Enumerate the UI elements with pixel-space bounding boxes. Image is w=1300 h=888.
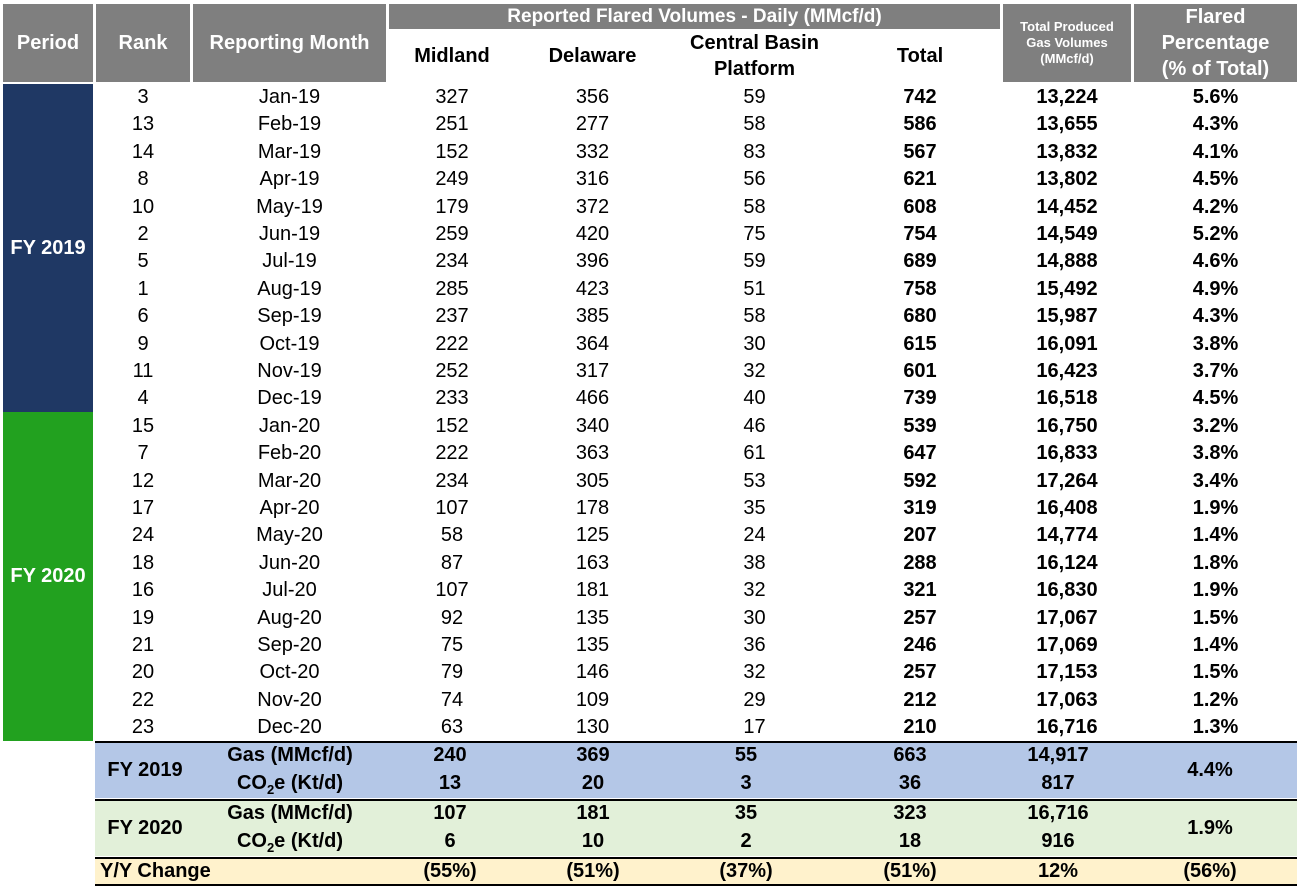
header-period-text: Period (16, 31, 80, 54)
summary-fy2020-co2-cbp: 2 (740, 830, 752, 852)
cell-cbp: 59 (743, 250, 766, 273)
header-reporting-month (193, 4, 386, 82)
cell-month: Nov-19 (257, 360, 322, 382)
summary-fy2020-gas-midland: 107 (433, 802, 467, 824)
cell-midland: 107 (435, 579, 469, 602)
cell-rank: 23 (131, 716, 155, 739)
cell-rank: 5 (137, 250, 149, 273)
summary-fy2019-co2-cbp: 3 (740, 772, 752, 794)
cell-cbp: 58 (743, 305, 766, 328)
header-total-text: Total (896, 45, 944, 67)
cell-rank: 3 (137, 86, 149, 108)
cell-cbp: 32 (743, 661, 766, 684)
header-tpg-line3: (MMcf/d) (1040, 51, 1094, 66)
cell-pct: 4.5% (1192, 168, 1239, 191)
cell-total: 689 (903, 250, 937, 273)
cell-rank: 18 (131, 551, 155, 574)
cell-rank: 7 (137, 442, 149, 465)
cell-cbp: 58 (743, 113, 766, 136)
cell-delaware: 356 (575, 86, 610, 108)
cell-delaware: 420 (575, 223, 610, 245)
cell-midland: 249 (435, 168, 469, 191)
cell-delaware: 135 (575, 634, 610, 656)
summary-fy2020-co2-midland: 6 (444, 830, 456, 852)
cell-month: Oct-19 (259, 332, 320, 355)
cell-pct: 3.4% (1192, 469, 1239, 492)
table-row (0, 522, 1300, 549)
cell-total: 739 (903, 387, 937, 410)
cell-rank: 16 (131, 579, 155, 602)
table-row (0, 714, 1300, 741)
cell-cbp: 36 (743, 634, 766, 656)
cell-month: Sep-19 (257, 305, 322, 328)
cell-rank: 4 (137, 387, 149, 410)
cell-month: Apr-19 (259, 168, 320, 191)
cell-pct: 4.6% (1192, 250, 1239, 273)
table-row (0, 550, 1300, 577)
summary-fy2019-co2-midland: 13 (438, 772, 462, 794)
cell-pct: 1.9% (1192, 497, 1239, 519)
cell-produced: 15,492 (1036, 277, 1098, 300)
cell-cbp: 75 (743, 223, 766, 245)
summary-fy2020-label: FY 2020 (107, 817, 183, 839)
cell-pct: 1.8% (1192, 551, 1239, 574)
cell-produced: 16,423 (1036, 360, 1098, 382)
summary-fy2020-co2-produced: 916 (1041, 830, 1075, 852)
cell-month: Aug-20 (257, 606, 322, 629)
summary-yoy-delaware: (51%) (566, 860, 620, 882)
cell-produced: 14,452 (1036, 195, 1098, 218)
cell-pct: 4.1% (1192, 140, 1239, 163)
cell-delaware: 396 (575, 250, 610, 273)
cell-cbp: 51 (743, 277, 766, 300)
cell-total: 319 (903, 497, 937, 519)
summary-top-border (95, 741, 1297, 743)
cell-cbp: 53 (743, 469, 766, 492)
cell-delaware: 163 (575, 551, 610, 574)
cell-rank: 13 (131, 113, 155, 136)
cell-midland: 74 (440, 688, 464, 711)
cell-total: 615 (903, 332, 937, 355)
cell-cbp: 56 (743, 168, 766, 191)
summary-fy2019-gas-midland: 240 (433, 744, 467, 766)
cell-delaware: 364 (575, 332, 610, 355)
summary-fy2019-gas-total: 663 (893, 744, 927, 766)
summary-yoy-total: (51%) (883, 860, 937, 882)
header-delaware-text: Delaware (548, 45, 637, 67)
cell-month: Jan-20 (258, 414, 321, 437)
cell-midland: 63 (440, 716, 464, 739)
cell-midland: 75 (440, 634, 464, 656)
header-cbp-line1: Central Basin (690, 32, 819, 54)
cell-rank: 19 (131, 606, 155, 629)
cell-total: 586 (903, 113, 937, 136)
header-fp-line1: Flared (1185, 6, 1246, 28)
cell-produced: 14,888 (1036, 250, 1098, 273)
cell-pct: 4.9% (1192, 277, 1239, 300)
cell-delaware: 109 (575, 688, 610, 711)
cell-pct: 3.8% (1192, 332, 1239, 355)
cell-pct: 1.4% (1192, 634, 1239, 656)
cell-delaware: 340 (575, 414, 610, 437)
cell-month: Mar-19 (257, 140, 322, 163)
cell-total: 257 (903, 661, 937, 684)
cell-delaware: 332 (575, 140, 610, 163)
cell-month: Mar-20 (257, 469, 322, 492)
cell-delaware: 363 (575, 442, 610, 465)
cell-total: 567 (903, 140, 937, 163)
co2-prefix: CO (236, 772, 267, 794)
cell-month: Jun-20 (258, 551, 321, 574)
cell-cbp: 38 (743, 551, 766, 574)
cell-produced: 16,408 (1036, 497, 1098, 519)
cell-cbp: 83 (743, 140, 766, 163)
cell-cbp: 58 (743, 195, 766, 218)
summary-yoy-produced: 12% (1037, 860, 1079, 882)
cell-total: 288 (903, 551, 937, 574)
cell-rank: 9 (137, 332, 149, 355)
cell-cbp: 30 (743, 332, 766, 355)
cell-delaware: 372 (575, 195, 610, 218)
cell-delaware: 135 (575, 606, 610, 629)
cell-midland: 234 (435, 469, 469, 492)
cell-midland: 92 (440, 606, 464, 629)
summary-fy2020-gas-label: Gas (MMcf/d) (227, 802, 353, 824)
cell-month: Apr-20 (259, 497, 320, 519)
cell-delaware: 146 (575, 661, 610, 684)
cell-cbp: 40 (743, 387, 766, 410)
table-row (0, 303, 1300, 330)
summary-fy2019-gas-produced: 14,917 (1027, 744, 1089, 766)
cell-produced: 17,264 (1036, 469, 1098, 492)
cell-rank: 2 (137, 223, 149, 245)
cell-rank: 11 (132, 360, 154, 382)
cell-midland: 234 (435, 250, 469, 273)
cell-produced: 13,655 (1036, 113, 1098, 136)
table-row (0, 331, 1300, 358)
summary-fy2019-gas-delaware: 369 (576, 744, 610, 766)
table-row (0, 495, 1300, 522)
table-row (0, 139, 1300, 166)
header-flared-group (389, 4, 1000, 29)
cell-pct: 1.5% (1192, 661, 1239, 684)
cell-total: 754 (903, 223, 937, 245)
header-cbp-line2: Platform (713, 58, 796, 80)
cell-cbp: 61 (743, 442, 766, 465)
header-tpg-line2: Gas Volumes (1026, 35, 1108, 50)
cell-cbp: 32 (743, 579, 766, 602)
cell-pct: 3.8% (1192, 442, 1239, 465)
summary-fy2019-co2-produced: 817 (1041, 772, 1075, 794)
cell-delaware: 305 (575, 469, 610, 492)
summary-fy2020 (95, 800, 1297, 856)
summary-yoy-midland: (55%) (423, 860, 477, 882)
cell-total: 539 (903, 414, 937, 437)
cell-cbp: 59 (743, 86, 766, 108)
cell-produced: 16,716 (1036, 716, 1098, 739)
cell-cbp: 46 (743, 414, 766, 437)
cell-midland: 222 (435, 442, 469, 465)
header-central-basin-platform (672, 30, 837, 82)
cell-rank: 6 (137, 305, 149, 328)
header-tpg-line1: Total Produced (1020, 19, 1114, 34)
cell-midland: 252 (435, 360, 469, 382)
period-fy2020-label: FY 2020 (10, 565, 86, 587)
cell-rank: 21 (131, 634, 155, 656)
cell-delaware: 466 (575, 387, 610, 410)
summary-fy2020-gas-delaware: 181 (576, 802, 610, 824)
table-row (0, 276, 1300, 303)
cell-total: 680 (903, 305, 937, 328)
cell-midland: 79 (440, 661, 464, 684)
table-row (0, 385, 1300, 412)
cell-cbp: 32 (743, 360, 766, 382)
cell-midland: 58 (440, 524, 464, 547)
table-row (0, 659, 1300, 686)
cell-pct: 1.2% (1192, 688, 1239, 711)
cell-midland: 179 (435, 195, 469, 218)
summary-fy2019-co2-delaware: 20 (581, 772, 605, 794)
cell-month: Jan-19 (258, 86, 321, 108)
cell-midland: 152 (435, 414, 469, 437)
cell-delaware: 317 (575, 360, 610, 382)
cell-rank: 8 (137, 168, 149, 191)
cell-midland: 285 (435, 277, 469, 300)
cell-delaware: 423 (575, 277, 610, 300)
summary-fy2020-gas-total: 323 (893, 802, 927, 824)
co2-sub: 2 (266, 840, 275, 855)
cell-pct: 1.3% (1192, 716, 1239, 739)
cell-midland: 237 (435, 305, 469, 328)
header-midland (392, 30, 512, 82)
header-period (3, 4, 93, 82)
co2-sub: 2 (266, 782, 275, 797)
table-row (0, 577, 1300, 604)
summary-fy2020-pct: 1.9% (1187, 817, 1233, 839)
cell-rank: 22 (131, 688, 155, 711)
cell-month: Oct-20 (259, 661, 320, 684)
cell-rank: 1 (137, 277, 149, 300)
cell-midland: 233 (435, 387, 469, 410)
summary-yoy-cbp: (37%) (719, 860, 773, 882)
cell-total: 608 (903, 195, 937, 218)
summary-fy2019 (95, 742, 1297, 798)
cell-pct: 1.5% (1192, 606, 1239, 629)
summary-yoy (95, 858, 1297, 884)
cell-pct: 4.3% (1192, 305, 1239, 328)
header-fp-line2: Percentage (1161, 32, 1270, 54)
header-fp-line3: (% of Total) (1161, 58, 1270, 80)
cell-month: Dec-19 (257, 387, 322, 410)
cell-pct: 3.7% (1192, 360, 1239, 382)
co2-suffix: e (Kt/d) (274, 772, 344, 794)
cell-midland: 152 (435, 140, 469, 163)
cell-month: Jul-19 (262, 250, 317, 273)
summary-fy2019-co2-total: 36 (898, 772, 922, 794)
cell-month: May-20 (256, 524, 323, 547)
summary-fy2019-pct: 4.4% (1187, 759, 1233, 781)
cell-produced: 13,224 (1036, 86, 1098, 108)
header-rank-text: Rank (118, 31, 168, 54)
table-row (0, 413, 1300, 440)
cell-rank: 12 (131, 469, 155, 492)
cell-cbp: 17 (743, 716, 766, 739)
cell-month: Aug-19 (257, 277, 322, 300)
cell-pct: 1.4% (1192, 524, 1239, 547)
period-fy2019-label: FY 2019 (10, 236, 86, 259)
cell-midland: 327 (435, 86, 469, 108)
summary-yoy-label: Y/Y Change (100, 860, 211, 882)
cell-month: Jun-19 (258, 223, 321, 245)
header-rank (96, 4, 190, 82)
co2-suffix: e (Kt/d) (274, 830, 344, 852)
cell-pct: 4.5% (1192, 387, 1239, 410)
cell-produced: 16,750 (1036, 414, 1098, 437)
cell-produced: 13,832 (1036, 140, 1098, 163)
cell-delaware: 385 (575, 305, 610, 328)
cell-rank: 20 (131, 661, 155, 684)
summary-fy2020-gas-cbp: 35 (734, 802, 758, 824)
header-flared-group-text: Reported Flared Volumes - Daily (MMcf/d) (507, 5, 882, 27)
cell-month: Feb-20 (257, 442, 322, 465)
cell-pct: 5.2% (1192, 223, 1239, 245)
cell-total: 207 (903, 524, 937, 547)
cell-midland: 251 (435, 113, 469, 136)
cell-total: 257 (903, 606, 937, 629)
header-reporting-month-text: Reporting Month (209, 31, 370, 54)
cell-total: 210 (903, 716, 937, 739)
cell-midland: 107 (435, 497, 469, 519)
summary-bottom-border (95, 884, 1297, 886)
cell-pct: 4.3% (1192, 113, 1239, 136)
summary-fy2019-gas-cbp: 55 (734, 744, 758, 766)
cell-produced: 17,153 (1036, 661, 1098, 684)
cell-rank: 14 (131, 140, 155, 163)
cell-total: 647 (903, 442, 937, 465)
cell-midland: 87 (440, 551, 464, 574)
cell-cbp: 29 (743, 688, 766, 711)
header-total (858, 30, 982, 82)
table-row (0, 440, 1300, 467)
cell-pct: 4.2% (1192, 195, 1239, 218)
cell-produced: 17,069 (1036, 634, 1098, 656)
summary-mid-border (95, 799, 1297, 801)
table-row (0, 632, 1300, 659)
cell-produced: 17,067 (1036, 606, 1098, 629)
cell-produced: 14,549 (1036, 223, 1098, 245)
cell-midland: 222 (435, 332, 469, 355)
header-delaware (520, 30, 665, 82)
cell-total: 621 (903, 168, 937, 191)
table-row (0, 605, 1300, 632)
summary-fy2019-label: FY 2019 (107, 759, 183, 781)
summary-fy2020-co2-total: 18 (898, 830, 922, 852)
summary-fy2019-gas-label: Gas (MMcf/d) (227, 744, 353, 766)
table-row (0, 358, 1300, 385)
cell-total: 742 (903, 86, 937, 108)
cell-pct: 5.6% (1192, 86, 1239, 108)
cell-delaware: 277 (575, 113, 610, 136)
table-row (0, 166, 1300, 193)
cell-month: Dec-20 (257, 716, 322, 739)
cell-rank: 15 (131, 414, 155, 437)
header-flared-percentage (1134, 4, 1297, 82)
cell-delaware: 125 (575, 524, 610, 547)
cell-cbp: 35 (743, 497, 766, 519)
cell-total: 601 (903, 360, 937, 382)
header-midland-text: Midland (414, 45, 490, 67)
cell-midland: 259 (435, 223, 469, 245)
cell-produced: 16,091 (1036, 332, 1098, 355)
cell-produced: 16,833 (1036, 442, 1098, 465)
table-row (0, 687, 1300, 714)
summary-lower-border (95, 857, 1297, 859)
cell-month: Nov-20 (257, 688, 322, 711)
cell-produced: 14,774 (1036, 524, 1098, 547)
table-row (0, 221, 1300, 248)
cell-total: 321 (903, 579, 937, 602)
summary-fy2019-co2-label (205, 770, 375, 797)
table-row (0, 194, 1300, 221)
table-row (0, 111, 1300, 138)
summary-fy2020-gas-produced: 16,716 (1027, 802, 1089, 824)
summary-fy2020-co2-delaware: 10 (581, 830, 605, 852)
cell-rank: 24 (131, 524, 155, 547)
cell-month: May-19 (256, 195, 323, 218)
cell-total: 212 (903, 688, 937, 711)
cell-month: Feb-19 (257, 113, 322, 136)
cell-total: 246 (903, 634, 937, 656)
cell-rank: 10 (131, 195, 155, 218)
summary-fy2020-co2-label (205, 828, 375, 855)
cell-delaware: 316 (575, 168, 610, 191)
co2-prefix: CO (236, 830, 267, 852)
cell-produced: 16,124 (1036, 551, 1098, 574)
cell-pct: 1.9% (1192, 579, 1239, 602)
cell-pct: 3.2% (1192, 414, 1239, 437)
cell-total: 758 (903, 277, 937, 300)
cell-month: Sep-20 (257, 634, 322, 656)
cell-produced: 13,802 (1036, 168, 1098, 191)
table-row (0, 84, 1300, 111)
cell-produced: 15,987 (1036, 305, 1098, 328)
table-row (0, 248, 1300, 275)
cell-produced: 17,063 (1036, 688, 1098, 711)
cell-cbp: 30 (743, 606, 766, 629)
header-total-produced (1003, 4, 1131, 82)
cell-total: 592 (903, 469, 937, 492)
cell-month: Jul-20 (262, 579, 317, 602)
cell-rank: 17 (131, 497, 155, 519)
cell-delaware: 181 (575, 579, 610, 602)
cell-produced: 16,830 (1036, 579, 1098, 602)
summary-yoy-pct: (56%) (1183, 860, 1237, 882)
cell-delaware: 178 (575, 497, 610, 519)
cell-delaware: 130 (575, 716, 610, 739)
table-row (0, 468, 1300, 495)
cell-produced: 16,518 (1036, 387, 1098, 410)
cell-cbp: 24 (743, 524, 766, 547)
